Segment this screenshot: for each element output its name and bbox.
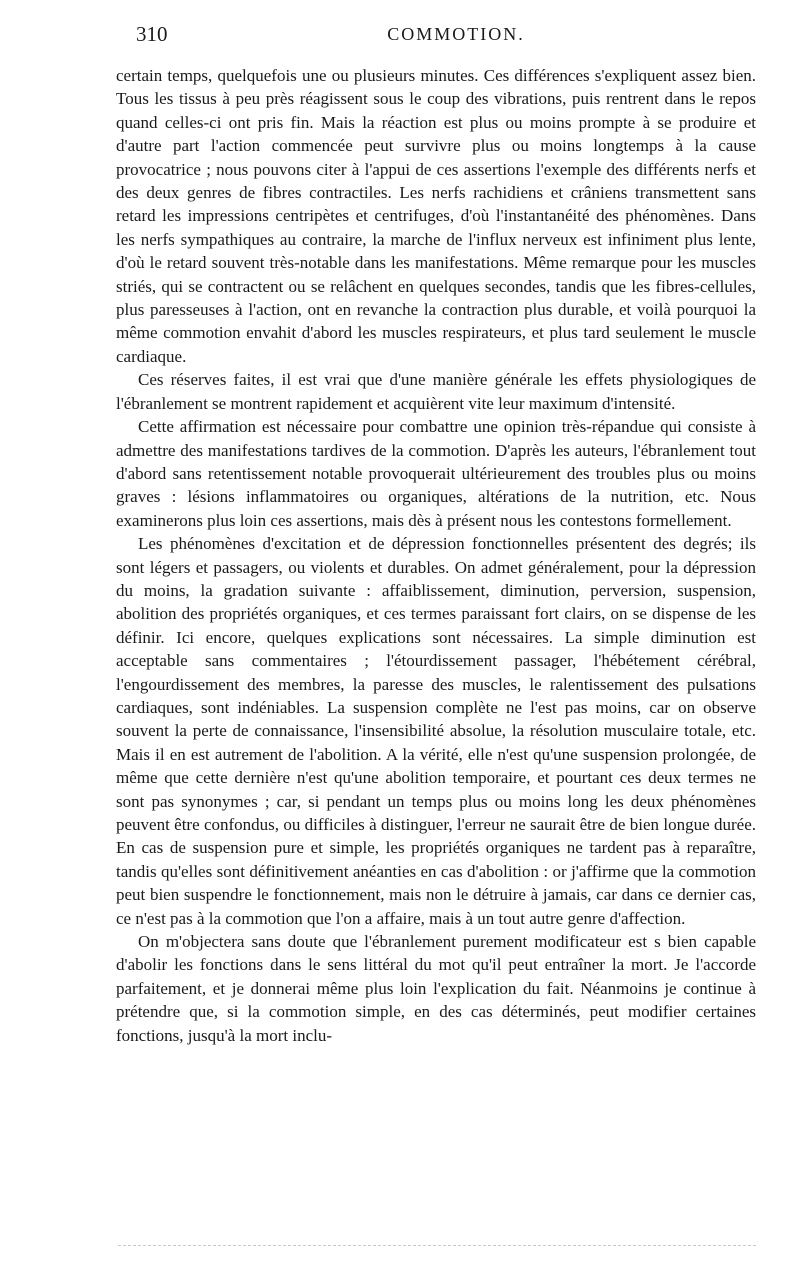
paragraph-objection: On m'objectera sans doute que l'ébranlement purement modificateur est s bien capable d'abolir les fonctions dans le sens littéral du mot qu'il peut entraîner la mort. Je l'accorde parfaitement, et je donnerai même plus loin l'explication du fait. Néanmoins je continue à prétendre que, si la commotion simple, en des cas déterminés, peut modifier certaines fonctions, jusqu'à la mort inclu-: [116, 932, 756, 1045]
paragraph-continuation: certain temps, quelquefois une ou plusieurs minutes. Ces différences s'expliquent assez bien. Tous les tissus à peu près réagissent sous le coup des vibrations, puis rentrent dans le repos quand celles-ci ont pris fin. Mais la réaction est plus ou moins prompte à se produire et d'autre part l'action commencée peut survivre plus ou moins longtemps à la cause provocatrice ; nous pouvons citer à l'appui de ces assertions l'exemple des différents nerfs et des deux genres de fibres contractiles. Les nerfs rachidiens et crâniens transmettent sans retard les impressions centripètes et centrifuges, d'où l'instantanéité des phénomènes. Dans les nerfs sympathiques au contraire, la marche de l'influx nerveux est infiniment plus lente, d'où le retard souvent très-notable dans les manifestations. Même remarque pour les muscles striés, qui se contractent ou se relâchent en quelques secondes, tandis que les fibres-cellules, plus paresseuses à l'action, ont en revanche la contraction plus durable, et voilà pourquoi la même commotion envahit d'abord les muscles respirateurs, et plus tard seulement le muscle cardiaque.: [116, 66, 756, 366]
paragraph-reserves: Ces réserves faites, il est vrai que d'une manière générale les effets physiologiques de l'ébranlement se montrent rapidement et acquièrent vite leur maximum d'intensité.: [116, 370, 756, 413]
page-number: 310: [136, 22, 168, 46]
paragraph-affirmation: Cette affirmation est nécessaire pour combattre une opinion très-répandue qui consiste à admettre des manifestations tardives de la commotion. D'après les auteurs, l'ébranlement tout d'abord sans retentissement notable provoquerait ultérieurement des troubles plus ou moins graves : lésions inflammatoires ou organiques, altérations de la nutrition, etc. Nous examinerons plus loin ces assertions, mais dès à présent nous les contestons formellement.: [116, 417, 756, 530]
running-head: [116, 20, 756, 50]
bottom-dashed-rule: [118, 1245, 756, 1246]
paragraph-phenomenes: Les phénomènes d'excitation et de dépression fonctionnelles présentent des degrés; ils sont légers et passagers, ou violents et durables. On admet généralement, pour la dépression du moins, la gradation suivante : affaiblissement, diminution, perversion, suspension, abolition des propriétés organiques, et ces termes paraissant fort clairs, on se dispense de les définir. Ici encore, quelques explications sont nécessaires. La simple diminution est acceptable sans commentaires ; l'étourdissement passager, l'hébétement cérébral, l'engourdissement des membres, la paresse des muscles, le ralentissement des pulsations cardiaques, sont indéniables. La suspension complète ne l'est pas moins, car on observe souvent la perte de connaissance, l'insensibilité absolue, la résolution musculaire totale, etc. Mais il en est autrement de l'abolition. A la vérité, elle n'est qu'une suspension prolongée, de même que cette dernière n'est qu'une abolition temporaire, et pourtant ces deux termes ne sont pas synonymes ; car, si pendant un temps plus ou moins long les deux phénomènes peuvent être confondus, ou difficiles à distinguer, l'erreur ne saurait être de bien longue durée. En cas de suspension pure et simple, les propriétés organiques ne tardent pas à reparaître, tandis qu'elles sont définitivement anéanties en cas d'abolition : or j'affirme que la commotion peut bien suspendre le fonctionnement, mais non le détruire à jamais, car dans ce dernier cas, ce n'est pas à la commotion que l'on a affaire, mais à un tout autre genre d'affection.: [116, 534, 756, 928]
body-text: [116, 64, 756, 1047]
running-title: COMMOTION.: [387, 24, 525, 44]
